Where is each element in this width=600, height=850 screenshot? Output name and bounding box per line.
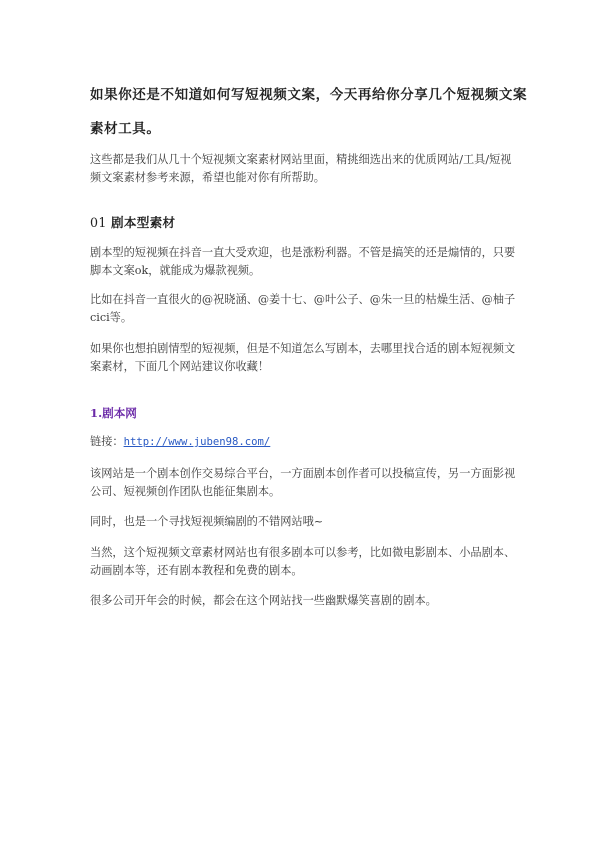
section-heading [90, 212, 522, 231]
site-paragraph: 当然，这个短视频文章素材网站也有很多剧本可以参考，比如微电影剧本、小品剧本、动画剧本等，还有剧本教程和免费的剧本。 [90, 546, 516, 577]
site-link-line [90, 433, 522, 451]
site-link[interactable]: http://www.juben98.com/ [123, 436, 271, 448]
site-paragraph: 该网站是一个剧本创作交易综合平台，一方面剧本创作者可以投稿宣传，另一方面影视公司、短视频创作团队也能征集剧本。 [90, 467, 516, 498]
section-paragraph: 如果你也想拍剧情型的短视频，但是不知道怎么写剧本，去哪里找合适的剧本短视频文案素材，下面几个网站建议你收藏！ [90, 342, 516, 373]
intro-headline-line2: 素材工具。 [90, 121, 161, 137]
link-label: 链接： [90, 435, 124, 448]
section-paragraph: 剧本型的短视频在抖音一直大受欢迎，也是涨粉利器。不管是搞笑的还是煽情的，只要脚本文案ok，就能成为爆款视频。 [90, 246, 516, 277]
intro-description: 这些都是我们从几十个短视频文案素材网站里面，精挑细选出来的优质网站/工具/短视频文案素材参考来源，希望也能对你有所帮助。 [90, 153, 512, 184]
intro-headline-line1: 如果你还是不知道如何写短视频文案，今天再给你分享几个短视频文案 [90, 87, 528, 103]
site-paragraph: 很多公司开年会的时候，都会在这个网站找一些幽默爆笑喜剧的剧本。 [90, 594, 437, 607]
site-paragraph: 同时，也是一个寻找短视频编剧的不错网站哦~ [90, 515, 324, 528]
site-heading: 1.剧本网 [90, 406, 137, 420]
section-number: 01 [90, 215, 107, 230]
section-title: 剧本型素材 [110, 215, 176, 230]
section-paragraph: 比如在抖音一直很火的@祝晓涵、@姜十七、@叶公子、@朱一旦的枯燥生活、@柚子cici等。 [90, 293, 516, 324]
